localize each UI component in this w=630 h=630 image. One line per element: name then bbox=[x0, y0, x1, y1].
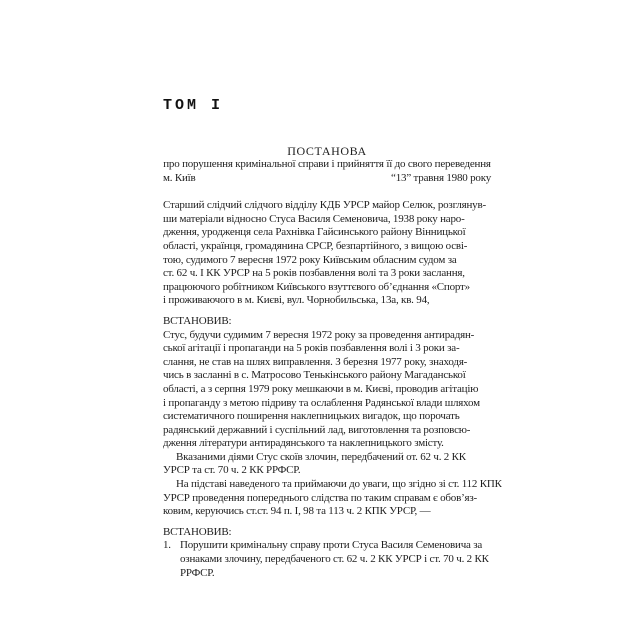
item-number: 1. bbox=[163, 539, 171, 552]
paragraph-findings: Стус, будучи судимим 7 вересня 1972 року за проведення антирадян- ської агітації і пропаганди на 5 років позбавлення волі і 3 роки за- слання, не став на шлях виправлення. З березня 1977 року, знаходя- чись в засланні в с. Матросово Тенькінського району Магаданської області, а з серпня 1979 року мешкаючи в м. Києві, проводив агітацію і пропаганду з метою підриву та ослаблення Радянської влади шляхом систематичного поширення наклепницьких вигадок, що порочать радянський державний і суспільний лад, виготовлення та розповсю- дження літератури антирадянського та наклепницького змісту. bbox=[163, 328, 480, 450]
paragraph-crime-qualification: Вказаними діями Стус скоїв злочин, передбачений от. 62 ч. 2 КК УРСР та ст. 70 ч. 2 КК РРФСР. bbox=[163, 450, 466, 477]
resolution-heading-1: ВСТАНОВИВ: bbox=[163, 314, 232, 327]
paragraph-preamble: Старший слідчий слідчого відділу КДБ УРСР майор Селюк, розглянув- ши матеріали відносно Стуса Василя Семеновича, 1938 року наро- дження, уродженця села Рахнівка Гайсинського району Вінницької області, українця, громадянина СРСР, безпартійного, з вищою осві- тою, судимого 7 вересня 1972 року Київським обласним судом за ст. 62 ч. I КК УРСР на 5 років позбавлення волі та 3 роки заслання, працюючого робітником Київського взуттєвого об’єднання «Спорт» і проживаючого в м. Києві, вул. Чорнобильська, 13а, кв. 94, bbox=[163, 199, 486, 307]
volume-title: ТОМ I bbox=[163, 97, 224, 114]
text-column bbox=[163, 0, 502, 580]
document-subtitle: про порушення кримінальної справи і прийняття її до свого переведення bbox=[163, 158, 491, 170]
item-text: Порушити кримінальну справу проти Стуса Василя Семеновича за ознаками злочину, передбаченого ст. 62 ч. 2 КК УРСР і ст. 70 ч. 2 КК РРФСР. bbox=[180, 539, 489, 579]
numbered-item-1 bbox=[163, 539, 491, 580]
place-label: м. Київ bbox=[163, 171, 196, 184]
resolution-heading-2: ВСТАНОВИВ: bbox=[163, 525, 232, 538]
paragraph-legal-basis: На підставі наведеного та приймаючи до уваги, що згідно зі ст. 112 КПК УРСР проведення попереднього слідства по таким справам є обов’яз- ковим, керуючись ст.ст. 94 п. I, 98 та 113 ч. 2 КПК УРСР, — bbox=[163, 478, 502, 518]
date-label: “13” травня 1980 року bbox=[391, 171, 491, 184]
document-title: ПОСТАНОВА bbox=[287, 144, 367, 158]
place-date-row bbox=[163, 172, 491, 186]
